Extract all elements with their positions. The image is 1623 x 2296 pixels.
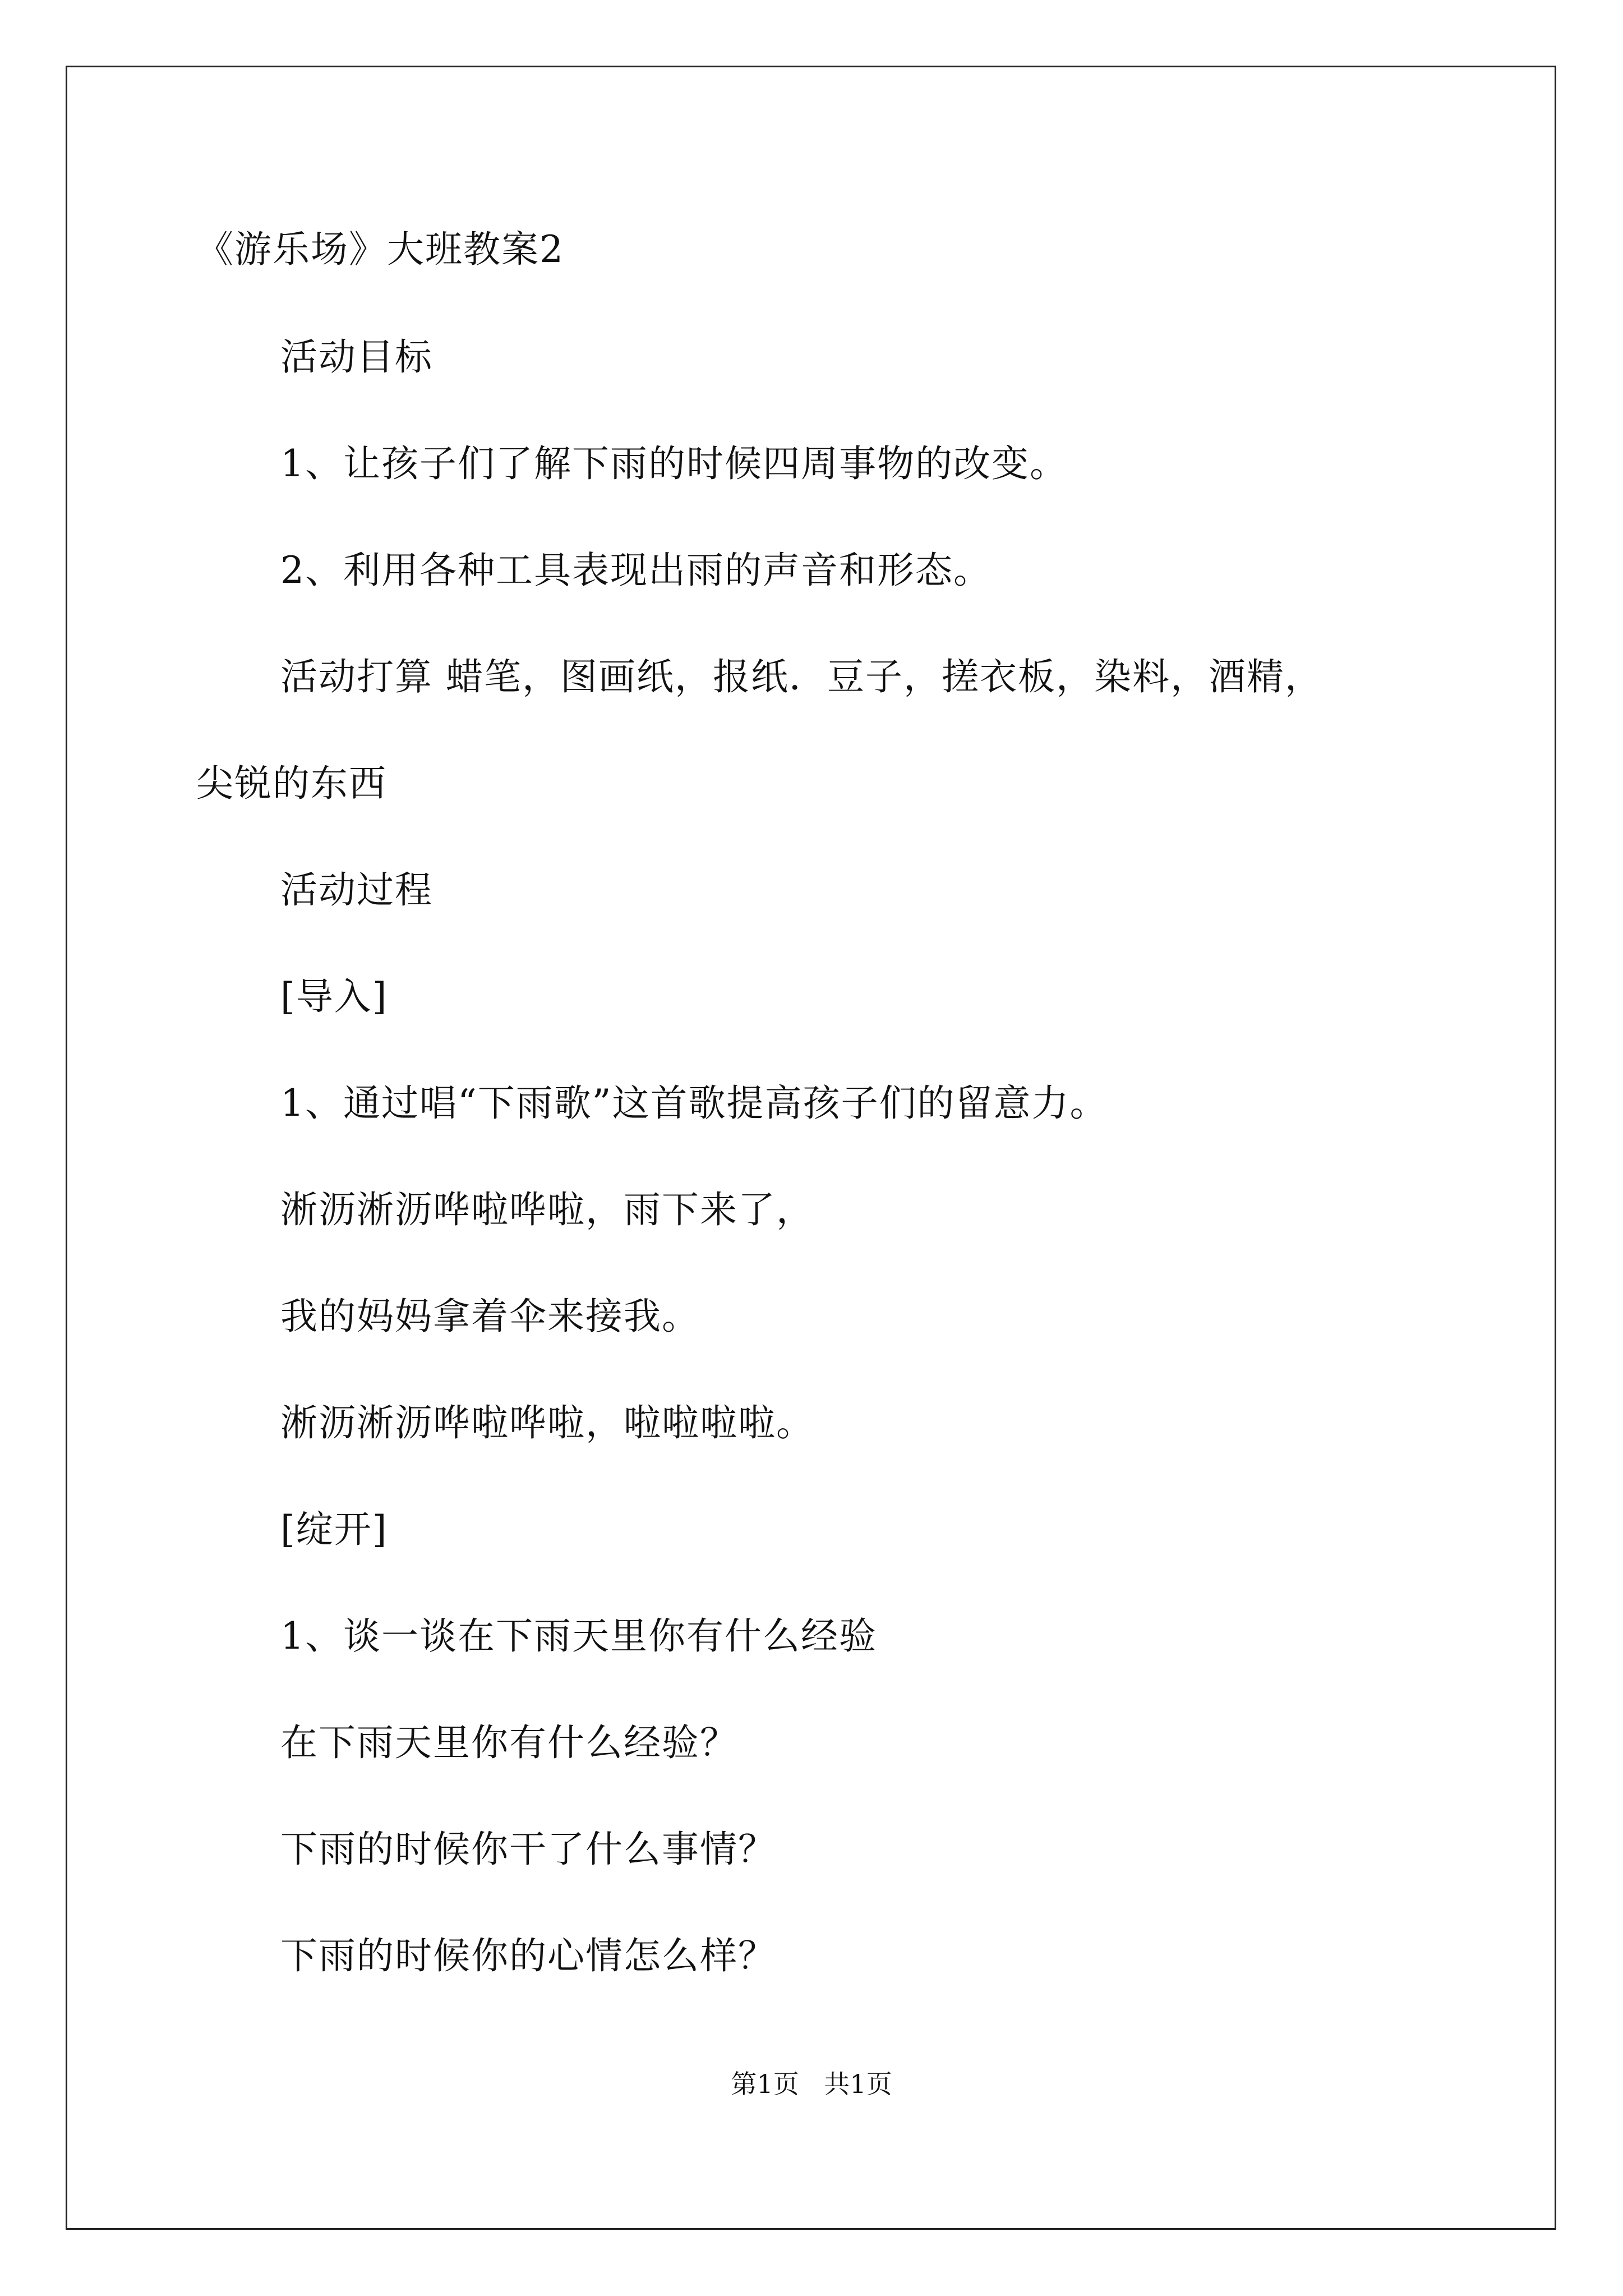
text-line-question-1: 在下雨天里你有什么经验？ [280,1721,738,1764]
text-line-song-2: 我的妈妈拿着伞来接我。 [280,1295,700,1338]
text-line-activity-goal: 活动目标 [280,335,433,379]
text-line-song-1: 淅沥淅沥哗啦哗啦，雨下来了， [280,1188,814,1231]
text-line-preparation: 活动打算 蜡笔，图画纸，报纸．豆子，搓衣板，染料，酒精， [280,655,1323,698]
text-line-activity-process: 活动过程 [280,868,433,912]
text-line-question-3: 下雨的时候你的心情怎么样？ [280,1934,776,1977]
document-title: 《游乐场》大班教案2 [196,228,564,271]
text-line-intro-1: 1、通过唱“下雨歌”这首歌提高孩子们的留意力。 [280,1082,1108,1125]
text-line-intro-heading: [导入] [280,975,388,1018]
text-line-goal-2: 2、利用各种工具表现出雨的声音和形态。 [280,549,992,592]
page-border [66,66,1556,2230]
text-line-goal-1: 1、让孩子们了解下雨的时候四周事物的改变。 [280,442,1068,485]
text-line-expand-heading: [绽开] [280,1508,388,1551]
text-line-question-2: 下雨的时候你干了什么事情？ [280,1828,776,1871]
text-line-expand-1: 1、谈一谈在下雨天里你有什么经验 [280,1614,877,1658]
text-line-preparation-continued: 尖锐的东西 [196,762,387,805]
text-line-song-3: 淅沥淅沥哗啦哗啦，啦啦啦啦。 [280,1401,814,1444]
page-footer: 第1页 共1页 [731,2069,892,2099]
